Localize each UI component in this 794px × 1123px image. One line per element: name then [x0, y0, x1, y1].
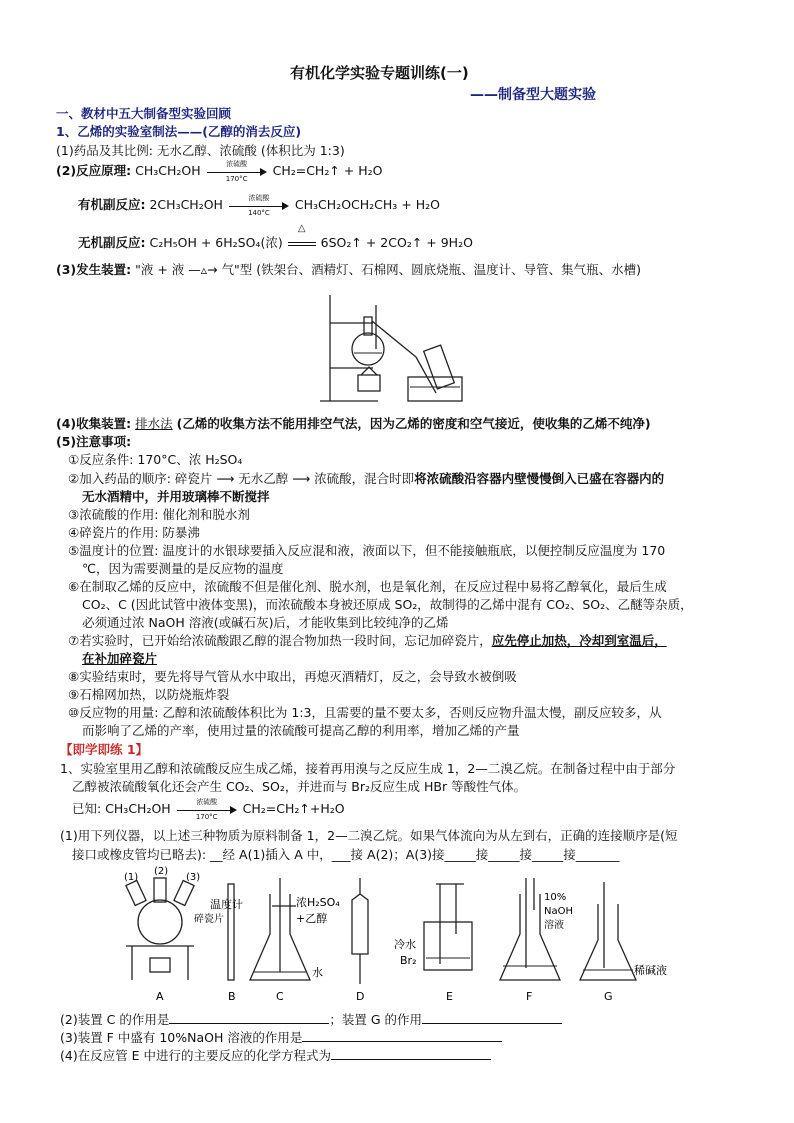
section-heading: 一、教材中五大制备型实验回顾 [56, 106, 232, 121]
note-6-cont2: 必须通过浓 NaOH 溶液(或碱石灰)后，才能收集到比较纯净的乙烯 [82, 615, 449, 630]
reaction-line [56, 159, 383, 183]
svg-text:F: F [526, 990, 533, 1003]
subquestion-4: (4)在反应管 E 中进行的主要反应的化学方程式为 [60, 1046, 491, 1064]
practice-label: 【即学即练 1】 [60, 742, 149, 757]
reaction-right: CH₂=CH₂↑ + H₂O [272, 163, 383, 178]
page-subtitle: ——制备型大题实验 [470, 87, 596, 103]
svg-text:NaOH: NaOH [544, 906, 573, 917]
svg-text:E: E [446, 990, 453, 1003]
svg-text:浓H₂SO₄: 浓H₂SO₄ [296, 896, 340, 909]
note-3: ③浓硫酸的作用: 催化剂和脱水剂 [68, 507, 250, 522]
svg-text:B: B [228, 990, 236, 1003]
svg-text:+乙醇: +乙醇 [296, 912, 328, 925]
subquestion-3: (3)装置 F 中盛有 10%NaOH 溶液的作用是 [60, 1028, 502, 1046]
question-1-text: 1、实验室里用乙醇和浓硫酸反应生成乙烯，接着再用溴与之反应生成 1，2—二溴乙烷。在制备过程中由于部分 [60, 761, 676, 776]
svg-text:冷水: 冷水 [394, 938, 416, 951]
svg-text:D: D [356, 990, 365, 1003]
page-title: 有机化学实验专题训练(一) [290, 64, 469, 82]
subquestion-1-cont[interactable]: 接口或橡皮管均已略去): __经 A(1)插入 A 中，___接 A(2)；A(3)接_____接_____接_____接_______ [72, 847, 620, 862]
subquestion-1: (1)用下列仪器，以上述三种物质为原料制备 1，2—二溴乙烷。如果气体流向为从左到右，正确的连接顺序是(短 [60, 828, 678, 843]
note-5: ⑤温度计的位置: 温度计的水银球要插入反应混和液，液面以下，但不能接触瓶底，以便控制反应温度为 170 [68, 543, 666, 558]
question-1-text-cont: 乙醇被浓硫酸氧化还会产生 CO₂、SO₂，并进而与 Br₂反应生成 HBr 等酸性气体。 [72, 779, 527, 794]
svg-text:溶液: 溶液 [544, 920, 564, 931]
note-7: ⑦若实验时，已开始给浓硫酸跟乙醇的混合物加热一段时间，忘记加碎瓷片，应先停止加热，冷却到室温后， [68, 633, 667, 648]
note-2: ②加入药品的顺序: 碎瓷片 ⟶ 无水乙醇 ⟶ 浓硫酸，混合时即将浓硫酸沿容器内壁慢慢倒入已盛在容器内的 [68, 471, 665, 486]
answer-blank-2a[interactable] [169, 1023, 329, 1024]
apparatus-line: (3)发生装置: "液 + 液 —▵→ 气"型 (铁架台、酒精灯、石棉网、圆底烧瓶、温度计、导管、集气瓶、水槽) [56, 262, 641, 277]
svg-text:Br₂: Br₂ [400, 954, 417, 967]
svg-text:A: A [156, 990, 164, 1003]
apparatus-ag-figure [110, 864, 670, 1004]
svg-text:G: G [604, 990, 613, 1003]
svg-text:(2): (2) [154, 866, 169, 877]
ethylene-apparatus-figure [318, 283, 468, 409]
reaction-left: CH₃CH₂OH [135, 163, 201, 178]
note-9: ⑨石棉网加热，以防烧瓶炸裂 [68, 687, 230, 702]
note-2-cont: 无水酒精中，并用玻璃棒不断搅拌 [82, 489, 270, 504]
note-5-cont: ℃，因为需要测量的是反应物的温度 [82, 561, 284, 576]
sub-heading-ethylene: 1、乙烯的实验室制法——(乙醇的消去反应) [56, 124, 302, 139]
reaction-label: (2)反应原理: [56, 163, 132, 178]
side-organic-line: 有机副反应: 2CH₃CH₂OH 浓硫酸 140°C CH₃CH₂OCH₂CH₃ + H₂O [78, 193, 440, 217]
note-10-cont: 而影响了乙烯的产率，使用过量的浓硫酸可提高乙醇的利用率，增加乙烯的产量 [82, 723, 520, 738]
answer-blank-4[interactable] [331, 1059, 491, 1060]
svg-text:稀碱液: 稀碱液 [634, 964, 667, 977]
svg-text:10%: 10% [544, 892, 567, 903]
svg-text:(3): (3) [186, 872, 201, 883]
note-10: ⑩反应物的用量: 乙醇和浓硫酸体积比为 1:3，且需要的量不要太多，否则反应物升温太慢，副反应较多，从 [68, 705, 662, 720]
note-1: ①反应条件: 170°C、浓 H₂SO₄ [68, 452, 243, 467]
note-6-cont1: CO₂、C (因此试管中液体变黑)，而浓硫酸本身被还原成 SO₂，故制得的乙烯中混有 CO₂、SO₂、乙醚等杂质， [82, 597, 693, 612]
note-8: ⑧实验结束时，要先将导气管从水中取出，再熄灭酒精灯，反之，会导致水被倒吸 [68, 669, 517, 684]
note-7-cont: 在补加碎瓷片 [82, 651, 158, 666]
known-equation: 已知: CH₃CH₂OH 浓硫酸 170°C CH₂=CH₂↑+H₂O [72, 797, 345, 821]
drugs-line: (1)药品及其比例: 无水乙醇、浓硫酸 (体积比为 1:3) [56, 143, 345, 158]
svg-text:碎瓷片: 碎瓷片 [194, 914, 224, 925]
notes-label: (5)注意事项: [56, 434, 132, 449]
answer-blank-3[interactable] [302, 1041, 502, 1042]
answer-blank-2b[interactable] [422, 1023, 562, 1024]
reaction-arrow: 浓硫酸 170°C [207, 165, 267, 179]
note-6: ⑥在制取乙烯的反应中，浓硫酸不但是催化剂、脱水剂，也是氧化剂，在反应过程中易将乙醇氧化，最后生成 [68, 579, 667, 594]
svg-text:温度计: 温度计 [210, 898, 243, 911]
svg-text:(1): (1) [124, 872, 139, 883]
svg-text:水: 水 [312, 966, 323, 979]
subquestion-2: (2)装置 C 的作用是 ；装置 G 的作用 [60, 1010, 562, 1028]
svg-text:C: C [276, 990, 284, 1003]
note-4: ④碎瓷片的作用: 防暴沸 [68, 525, 200, 540]
collect-line: (4)收集装置: 排水法 (乙烯的收集方法不能用排空气法，因为乙烯的密度和空气接近，使收集的乙烯不纯净) [56, 416, 651, 431]
side-inorganic-line: 无机副反应: C₂H₅OH + 6H₂SO₄(浓) △ 6SO₂↑ + 2CO₂↑ + 9H₂O [78, 223, 473, 250]
